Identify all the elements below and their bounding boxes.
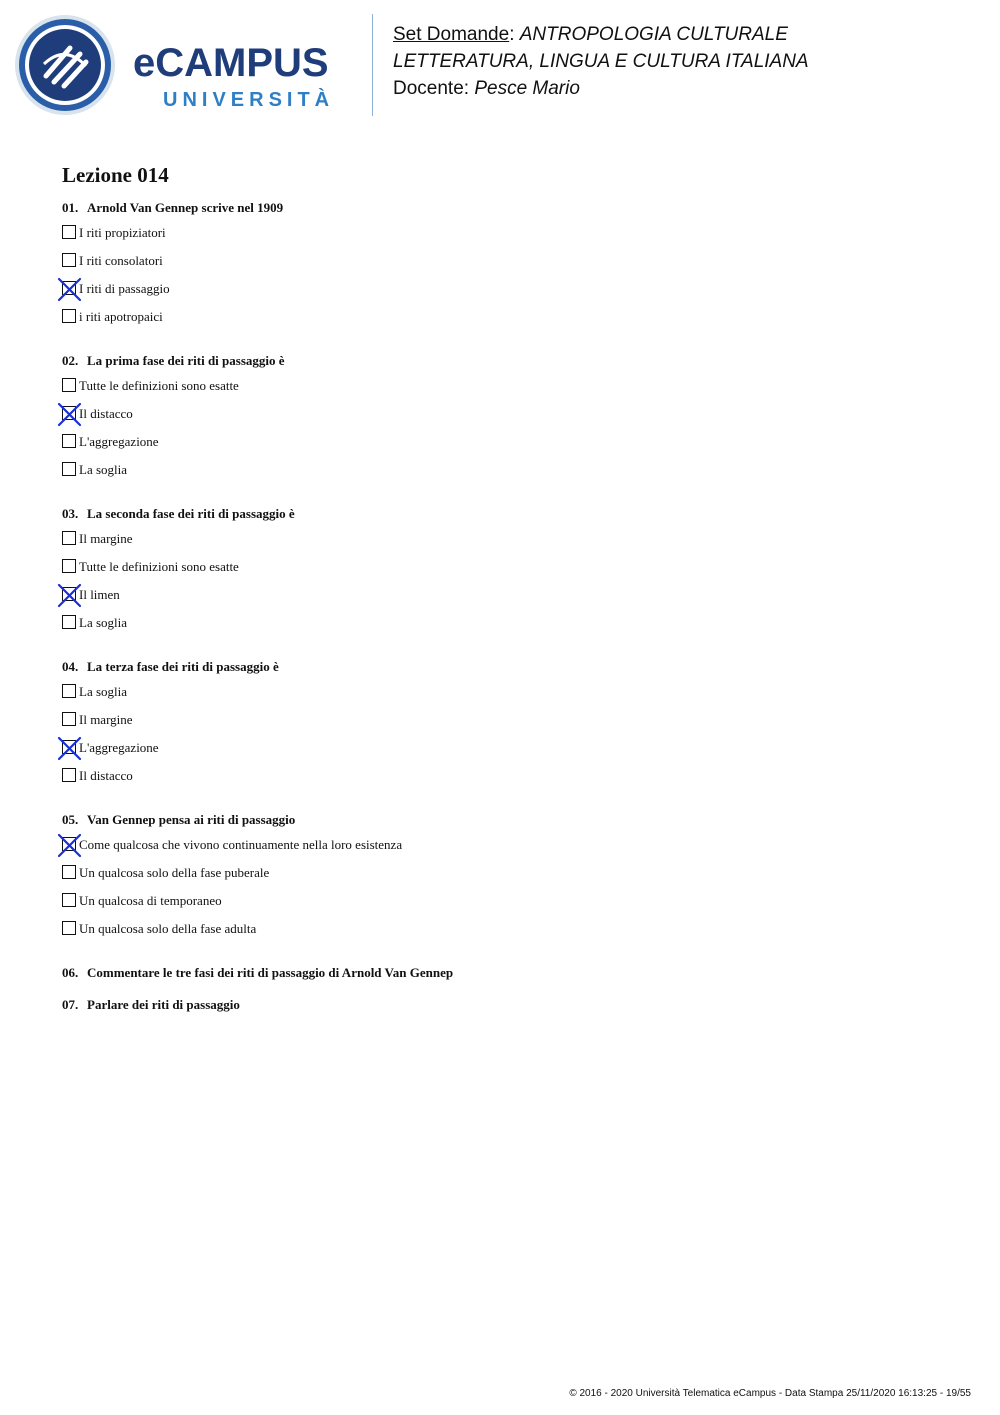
answer-label: Il margine	[79, 712, 133, 727]
question-number: 07.	[62, 997, 79, 1012]
answer-option[interactable]	[62, 893, 962, 921]
answer-option[interactable]	[62, 768, 962, 796]
answer-checkbox[interactable]	[62, 740, 76, 754]
answer-checkbox[interactable]	[62, 378, 76, 392]
question-label: Arnold Van Gennep scrive nel 1909	[87, 200, 284, 215]
docente-line	[393, 75, 809, 102]
answer-checkbox[interactable]	[62, 309, 76, 323]
question-block	[62, 810, 962, 949]
page-header	[0, 0, 1000, 130]
answer-checkbox[interactable]	[62, 225, 76, 239]
question-label: Commentare le tre fasi dei riti di passaggio di Arnold Van Gennep	[87, 965, 454, 980]
set-domande-label: Set Domande	[393, 24, 510, 45]
answer-checkbox[interactable]	[62, 531, 76, 545]
answer-checkbox[interactable]	[62, 893, 76, 907]
question-block	[62, 198, 962, 337]
header-divider	[372, 14, 373, 116]
logo-universita-text: UNIVERSITÀ	[163, 89, 335, 111]
question-number: 02.	[62, 353, 79, 368]
answer-option[interactable]	[62, 378, 962, 406]
answer-option[interactable]	[62, 837, 962, 865]
answer-label: Un qualcosa solo della fase adulta	[79, 921, 257, 936]
course-title-line1: ANTROPOLOGIA CULTURALE	[519, 24, 788, 45]
question-label: La prima fase dei riti di passaggio è	[87, 353, 285, 368]
answer-checkbox[interactable]	[62, 768, 76, 782]
answer-checkbox[interactable]	[62, 253, 76, 267]
answer-checkbox[interactable]	[62, 865, 76, 879]
ecampus-seal-logo	[14, 14, 116, 116]
answer-option[interactable]	[62, 587, 962, 615]
course-title-line2: LETTERATURA, LINGUA E CULTURA ITALIANA	[393, 51, 809, 72]
page-footer: © 2016 - 2020 Università Telematica eCampus - Data Stampa 25/11/2020 16:13:25 - 19/55	[569, 1388, 971, 1399]
answer-checkbox[interactable]	[62, 281, 76, 295]
questions-content	[62, 160, 962, 1022]
answer-label: Il distacco	[79, 768, 133, 783]
set-domande-line	[393, 21, 809, 48]
answer-option[interactable]	[62, 684, 962, 712]
question-number: 05.	[62, 812, 79, 827]
answer-label: L'aggregazione	[79, 434, 159, 449]
answer-label: Un qualcosa di temporaneo	[79, 893, 222, 908]
question-text	[62, 810, 962, 830]
question-number: 03.	[62, 506, 79, 521]
answer-checkbox[interactable]	[62, 615, 76, 629]
answer-checkbox[interactable]	[62, 921, 76, 935]
answer-label: La soglia	[79, 615, 128, 630]
answer-label: Tutte le definizioni sono esatte	[79, 378, 239, 393]
question-number: 01.	[62, 200, 79, 215]
question-text	[62, 657, 962, 677]
answer-label: Tutte le definizioni sono esatte	[79, 559, 239, 574]
logo-ecampus-text: eCAMPUS	[133, 41, 329, 85]
set-domande-colon: :	[509, 24, 515, 45]
answer-checkbox[interactable]	[62, 462, 76, 476]
docente-name: Pesce Mario	[474, 78, 580, 99]
answer-option[interactable]	[62, 865, 962, 893]
answer-option[interactable]	[62, 559, 962, 587]
question-label: Van Gennep pensa ai riti di passaggio	[87, 812, 296, 827]
question-block	[62, 504, 962, 643]
open-question-text	[62, 995, 962, 1015]
answer-option[interactable]	[62, 712, 962, 740]
cross-mark-icon	[57, 583, 82, 608]
answer-checkbox[interactable]	[62, 587, 76, 601]
answer-option[interactable]	[62, 615, 962, 643]
answer-label: La soglia	[79, 462, 128, 477]
question-text	[62, 504, 962, 524]
answer-option[interactable]	[62, 253, 962, 281]
answer-option[interactable]	[62, 740, 962, 768]
answer-label: I riti di passaggio	[79, 281, 170, 296]
answer-label: Come qualcosa che vivono continuamente nella loro esistenza	[79, 837, 403, 852]
answer-option[interactable]	[62, 406, 962, 434]
answer-option[interactable]	[62, 921, 962, 949]
answer-checkbox[interactable]	[62, 559, 76, 573]
answer-label: La soglia	[79, 684, 128, 699]
question-label: Parlare dei riti di passaggio	[87, 997, 240, 1012]
answer-label: Un qualcosa solo della fase puberale	[79, 865, 270, 880]
question-block	[62, 351, 962, 490]
answer-option[interactable]	[62, 462, 962, 490]
answer-label: Il distacco	[79, 406, 133, 421]
answer-label: i riti apotropaici	[79, 309, 163, 324]
answer-checkbox[interactable]	[62, 406, 76, 420]
cross-mark-icon	[57, 833, 82, 858]
question-label: La seconda fase dei riti di passaggio è	[87, 506, 295, 521]
question-list	[62, 198, 962, 949]
answer-option[interactable]	[62, 434, 962, 462]
answer-label: Il margine	[79, 531, 133, 546]
answer-option[interactable]	[62, 225, 962, 253]
answer-label: L'aggregazione	[79, 740, 159, 755]
answer-checkbox[interactable]	[62, 712, 76, 726]
answer-label: Il limen	[79, 587, 120, 602]
cross-mark-icon	[57, 736, 82, 761]
answer-label: I riti consolatori	[79, 253, 163, 268]
question-number: 04.	[62, 659, 79, 674]
answer-option[interactable]	[62, 531, 962, 559]
open-question-text	[62, 963, 962, 983]
course-info	[393, 21, 809, 102]
answer-checkbox[interactable]	[62, 684, 76, 698]
lesson-title: Lezione 014	[62, 163, 169, 187]
cross-mark-icon	[57, 402, 82, 427]
course-title-line2-row	[393, 48, 809, 75]
question-block	[62, 657, 962, 796]
answer-option[interactable]	[62, 309, 962, 337]
answer-checkbox[interactable]	[62, 837, 76, 851]
question-text	[62, 351, 962, 371]
answer-checkbox[interactable]	[62, 434, 76, 448]
question-number: 06.	[62, 965, 79, 980]
answer-option[interactable]	[62, 281, 962, 309]
answer-label: I riti propiziatori	[79, 225, 166, 240]
question-label: La terza fase dei riti di passaggio è	[87, 659, 279, 674]
cross-mark-icon	[57, 277, 82, 302]
open-question-list	[62, 963, 962, 1015]
docente-label: Docente:	[393, 78, 470, 99]
ecampus-wordmark	[133, 40, 357, 112]
question-text	[62, 198, 962, 218]
